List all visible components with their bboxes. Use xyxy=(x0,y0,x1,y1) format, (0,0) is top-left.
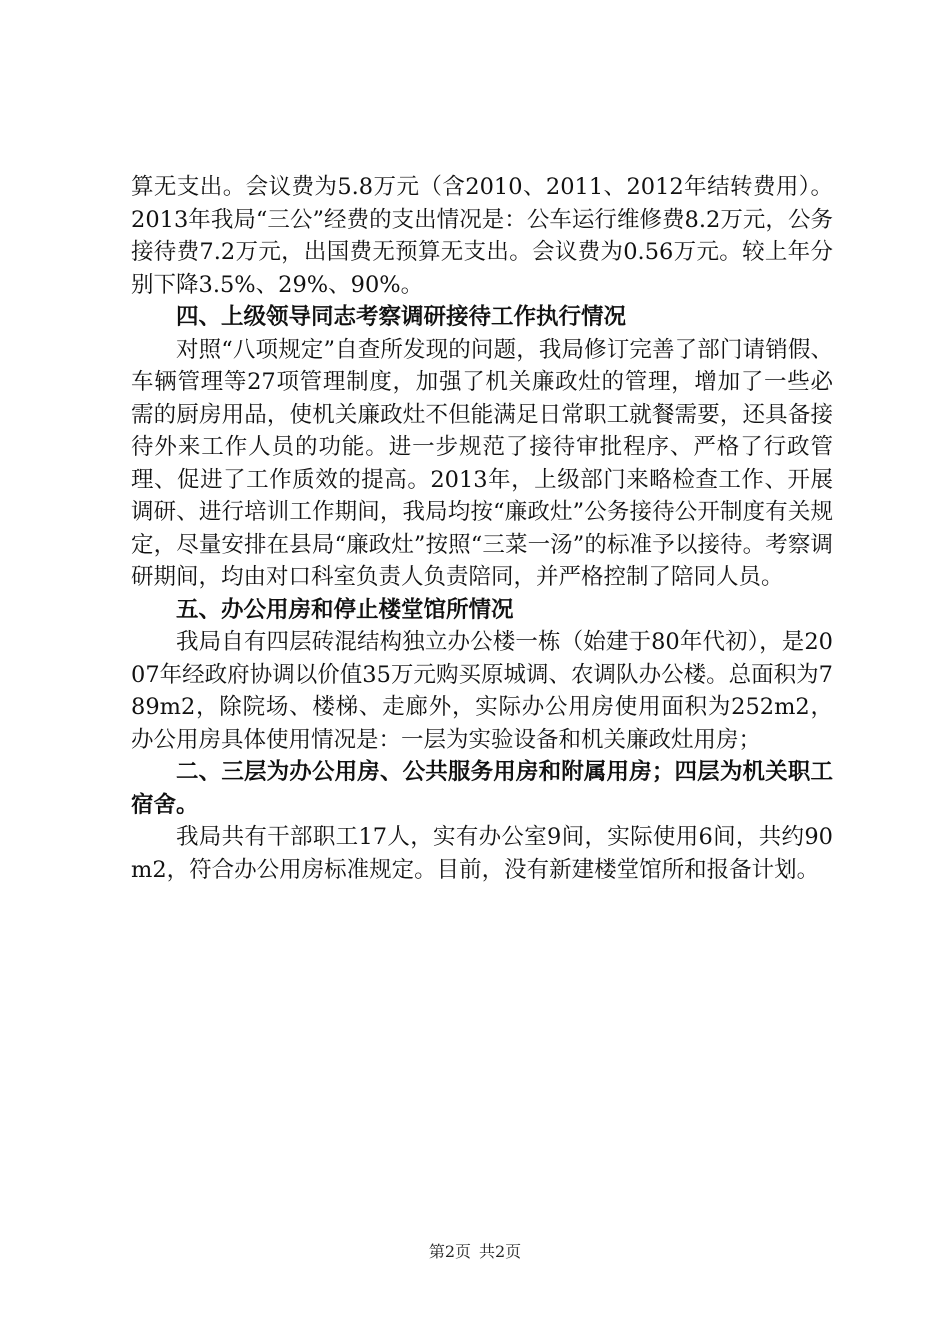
heading-section-4: 四、上级领导同志考察调研接待工作执行情况 xyxy=(176,304,627,330)
paragraph-staff-offices: 我局共有干部职工17人，实有办公室9间，实际使用6间，共约90m2，符合办公用房标准规定。目前，没有新建楼堂馆所和报备计划。 xyxy=(131,824,833,883)
heading-section-5: 五、办公用房和停止楼堂馆所情况 xyxy=(176,596,514,623)
document-body xyxy=(131,171,833,886)
heading-floor-usage: 二、三层为办公用房、公共服务用房和附属用房；四层为机关职工宿舍。 xyxy=(131,759,833,818)
page-number: 第2页 xyxy=(428,1242,471,1261)
paragraph-reception: 对照“八项规定”自查所发现的问题，我局修订完善了部门请销假、车辆管理等27项管理制度，加强了机关廉政灶的管理，增加了一些必需的厨房用品，使机关廉政灶不但能满足日常职工就餐需要，还具备接待外来工作人员的功能。进一步规范了接待审批程序、严格了行政管理、促进了工作质效的提高。2013年，上级部门来略检查工作、开展调研、进行培训工作期间，我局均按“廉政灶”公务接待公开制度有关规定，尽量安排在县局“廉政灶”按照“三菜一汤”的标准予以接待。考察调研期间，均由对口科室负责人负责陪同，并严格控制了陪同人员。 xyxy=(131,336,833,590)
page-footer xyxy=(0,1242,950,1262)
paragraph-expenses: 算无支出。会议费为5.8万元（含2010、2011、2012年结转费用）。2013年我局“三公”经费的支出情况是：公车运行维修费8.2万元，公务接待费7.2万元，出国费无预算无支出。会议费为0.56万元。较上年分别下降3.5%、29%、90%。 xyxy=(131,174,833,298)
paragraph-office-building: 我局自有四层砖混结构独立办公楼一栋（始建于80年代初），是2007年经政府协调以价值35万元购买原城调、农调队办公楼。总面积为789m2，除院场、楼梯、走廊外，实际办公用房使用面积为252m2，办公用房具体使用情况是：一层为实验设备和机关廉政灶用房； xyxy=(131,629,833,753)
page-total: 共2页 xyxy=(479,1242,522,1261)
